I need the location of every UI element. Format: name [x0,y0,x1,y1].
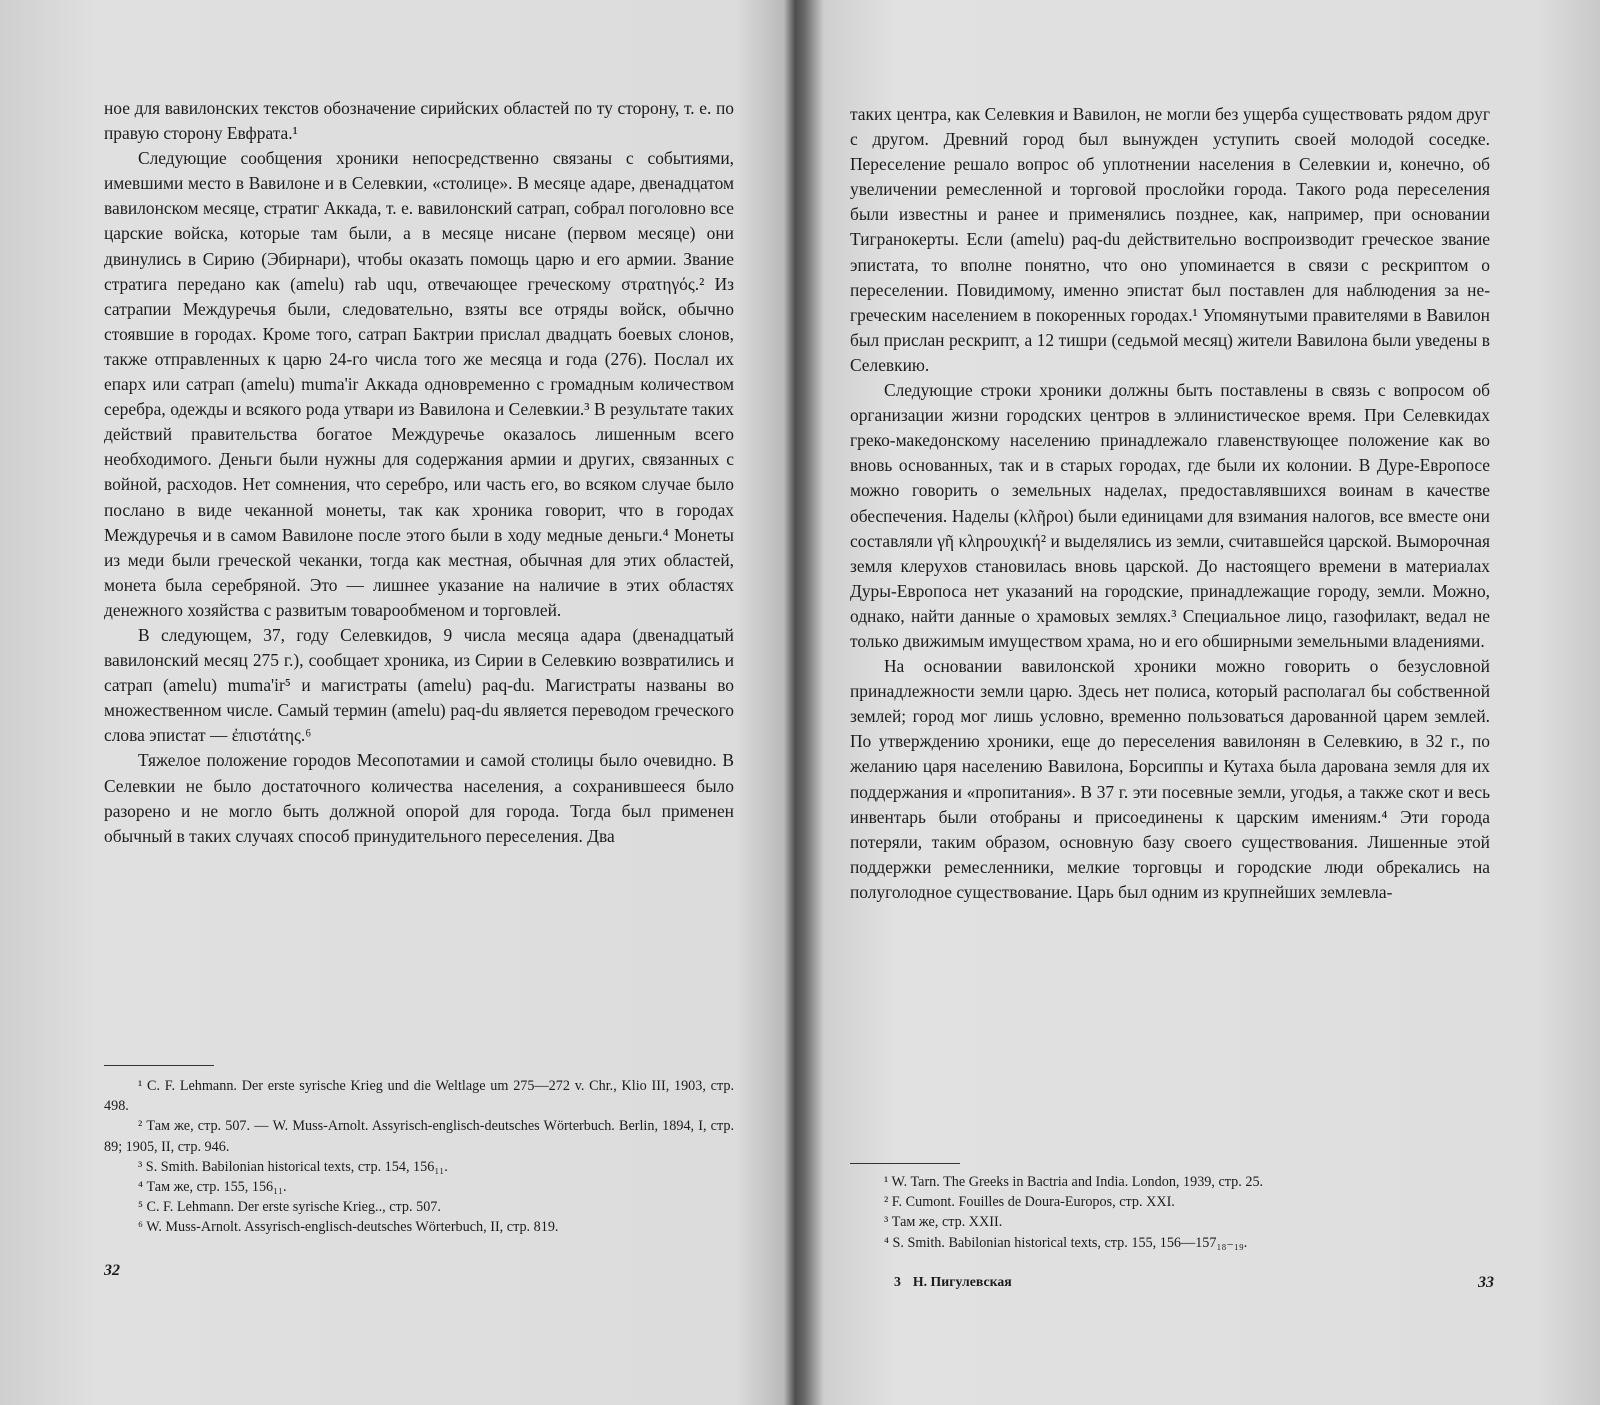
paragraph: На основании вавилонской хроники можно говорить о безусловной принадлежности земли царю. Здесь нет полиса, который располагал бы собственной землей; город мог лишь условно, временно пользоваться дарованной царем землей. По утверждению хроники, еще до переселения вавилонян в Селевкию, в 32 г., по желанию царя населению Вавилона, Борсиппы и Кутаха была дарована земля для их поддержания и «пропитания». В 37 г. эти посевные земли, угодья, а также скот и весь инвентарь были отобраны и присоединены к царским имениям.⁴ Эти города потеряли, таким образом, основную базу своего существования. Лишенные этой поддержки ремесленники, мелкие торговцы и городские люди обрекались на полуголодное существование. Царь был одним из крупнейших землевла- [850,656,1490,902]
right-page-body [850,102,1490,905]
footnote: ⁴ Там же, стр. 155, 156₁₁. [138,1179,287,1196]
footnote: ⁶ W. Muss-Arnolt. Assyrisch-englisch-deutsches Wörterbuch, II, стр. 819. [138,1219,559,1236]
signature-author: Н. Пигулевская [912,1274,1012,1289]
footnote: ² Там же, стр. 507. — W. Muss-Arnolt. Assyrisch-englisch-deutsches Wörterbuch. Berlin, 1894, I, стр. 89; 1905, II, стр. 946. [104,1118,734,1155]
left-page-body [104,96,734,849]
footnote-divider [104,1065,214,1066]
footnote-divider [850,1163,960,1164]
signature-number: 3 [894,1274,901,1289]
paragraph: Тяжелое положение городов Месопотамии и самой столицы было очевидно. В Селевкии не было достаточного количества населения, а сохранившееся было разорено и не могло быть должной опорой для города. Тогда был применен обычный в таких случаях способ принудительного переселения. Два [104,750,734,846]
footnote: ¹ C. F. Lehmann. Der erste syrische Krieg und die Weltlage um 275—272 v. Chr., Klio III, 1903, стр. 498. [104,1078,734,1115]
paragraph: Следующие сообщения хроники непосредственно связаны с событиями, имевшими место в Вавилоне и в Селевкии, «столице». В месяце адаре, двенадцатом вавилонском месяце, стратиг Аккада, т. е. вавилонский сатрап, собрал поголовно все царские войска, которые там были, а в месяце нисане (первом месяце) они двинулись в Сирию (Эбирнари), чтобы оказать помощь царю и его армии. Звание стратига передано как (amelu) rab uqu, отвечающее греческому στρατηγός.² Из сатрапии Междуречья были, следовательно, взяты все отряды войск, обычно стоявшие в городах. Кроме того, сатрап Бактрии прислал двадцать боевых слонов, также отправленных к царю 24-го числа того же месяца и года (276). Послал их епарх или сатрап (amelu) muma'ir Аккада одновременно с громадным количеством серебра, одежды и всякого рода утвари из Вавилона и Селевкии.³ В результате таких действий правительства богатое Междуречье оказалось лишенным всего необходимого. Деньги были нужны для содержания армии и других, связанных с войной, расходов. Нет сомнения, что серебро, или часть его, во всяком случае было послано в виде чеканной монеты, так как хроника говорит, что в городах Междуречья и в самом Вавилоне после этого были в ходу медные деньги.⁴ Монеты из меди были греческой чеканки, тогда как местная, обычная для этих областей, монета была серебряной. Это — лишнее указание на наличие в этих областях денежного хозяйства с развитым товарообменом и торговлей. [104,148,734,620]
page-number: 32 [104,1262,120,1279]
footnote: ² F. Cumont. Fouilles de Doura-Europos, стр. XXI. [884,1194,1175,1211]
footnote: ³ S. Smith. Babilonian historical texts, стр. 154, 156₁₁. [138,1158,448,1175]
page-number: 33 [1478,1274,1494,1291]
paragraph: таких центра, как Селевкия и Вавилон, не могли без ущерба существовать рядом друг с другом. Древний город был вынужден уступить своей молодой соседке. Переселение решало вопрос об уплотнении населения в Селевкии и, конечно, об увеличении ремесленной и торговой прослойки города. Такого рода переселения были известны и ранее и применялись позднее, как, например, при основании Тигранокерты. Если (amelu) paq-du действительно воспроизводит греческое звание эпистата, то вполне понятно, что оно упоминается в связи с рескриптом о переселении. Повидимому, именно эпистат был поставлен для наблюдения за не-греческим населением в покоренных городах.¹ Упомянутыми правителями в Вавилон был прислан рескрипт, а 12 тишри (седьмой месяц) жители Вавилона были уведены в Селевкию. [850,104,1490,375]
footnote: ⁵ C. F. Lehmann. Der erste syrische Krieg.., стр. 507. [138,1199,441,1216]
left-page [0,0,780,1405]
right-page [812,0,1600,1405]
paragraph: ное для вавилонских текстов обозначение сирийских областей по ту сторону, т. е. по правую сторону Евфрата.¹ [104,98,734,144]
footnote: ³ Там же, стр. XXII. [884,1214,1003,1231]
paragraph: В следующем, 37, году Селевкидов, 9 числа месяца адара (двенадцатый вавилонский месяц 275 г.), сообщает хроника, из Сирии в Селевкию возвратились и сатрап (amelu) muma'ir⁵ и магистраты (amelu) paq-du. Магистраты названы во множественном числе. Самый термин (amelu) paq-du является переводом греческого слова эпистат — ἐπιστάτης.⁶ [104,624,734,746]
footnote: ¹ W. Tarn. The Greeks in Bactria and India. London, 1939, стр. 25. [884,1174,1264,1190]
left-page-footnotes [104,1076,734,1238]
right-page-footnotes [850,1172,1490,1253]
footnote: ⁴ S. Smith. Babilonian historical texts, стр. 155, 156—157₁₈₋₁₉. [884,1234,1248,1251]
signature-mark [894,1274,1012,1290]
paragraph: Следующие строки хроники должны быть поставлены в связь с вопросом об организации жизни городских центров в эллинистическое время. При Селевкидах греко-македонскому населению принадлежало главенствующее положение как во вновь основанных, так и в старых городах, где были их колонии. В Дуре-Европосе можно говорить о земельных наделах, предоставлявшихся воинам в качестве обеспечения. Наделы (κλῆροι) были единицами для взимания налогов, все вместе они составляли γῆ κληρουχική² и выделялись из земли, считавшейся царской. Выморочная земля клерухов становилась вновь царской. До настоящего времени в материалах Дуры-Европоса нет указаний на городские, принадлежащие городу, земли. Можно, однако, найти данные о храмовых землях.³ Специальное лицо, газофилакт, ведал не только движимым имуществом храма, но и его обширными земельными владениями. [850,380,1490,651]
